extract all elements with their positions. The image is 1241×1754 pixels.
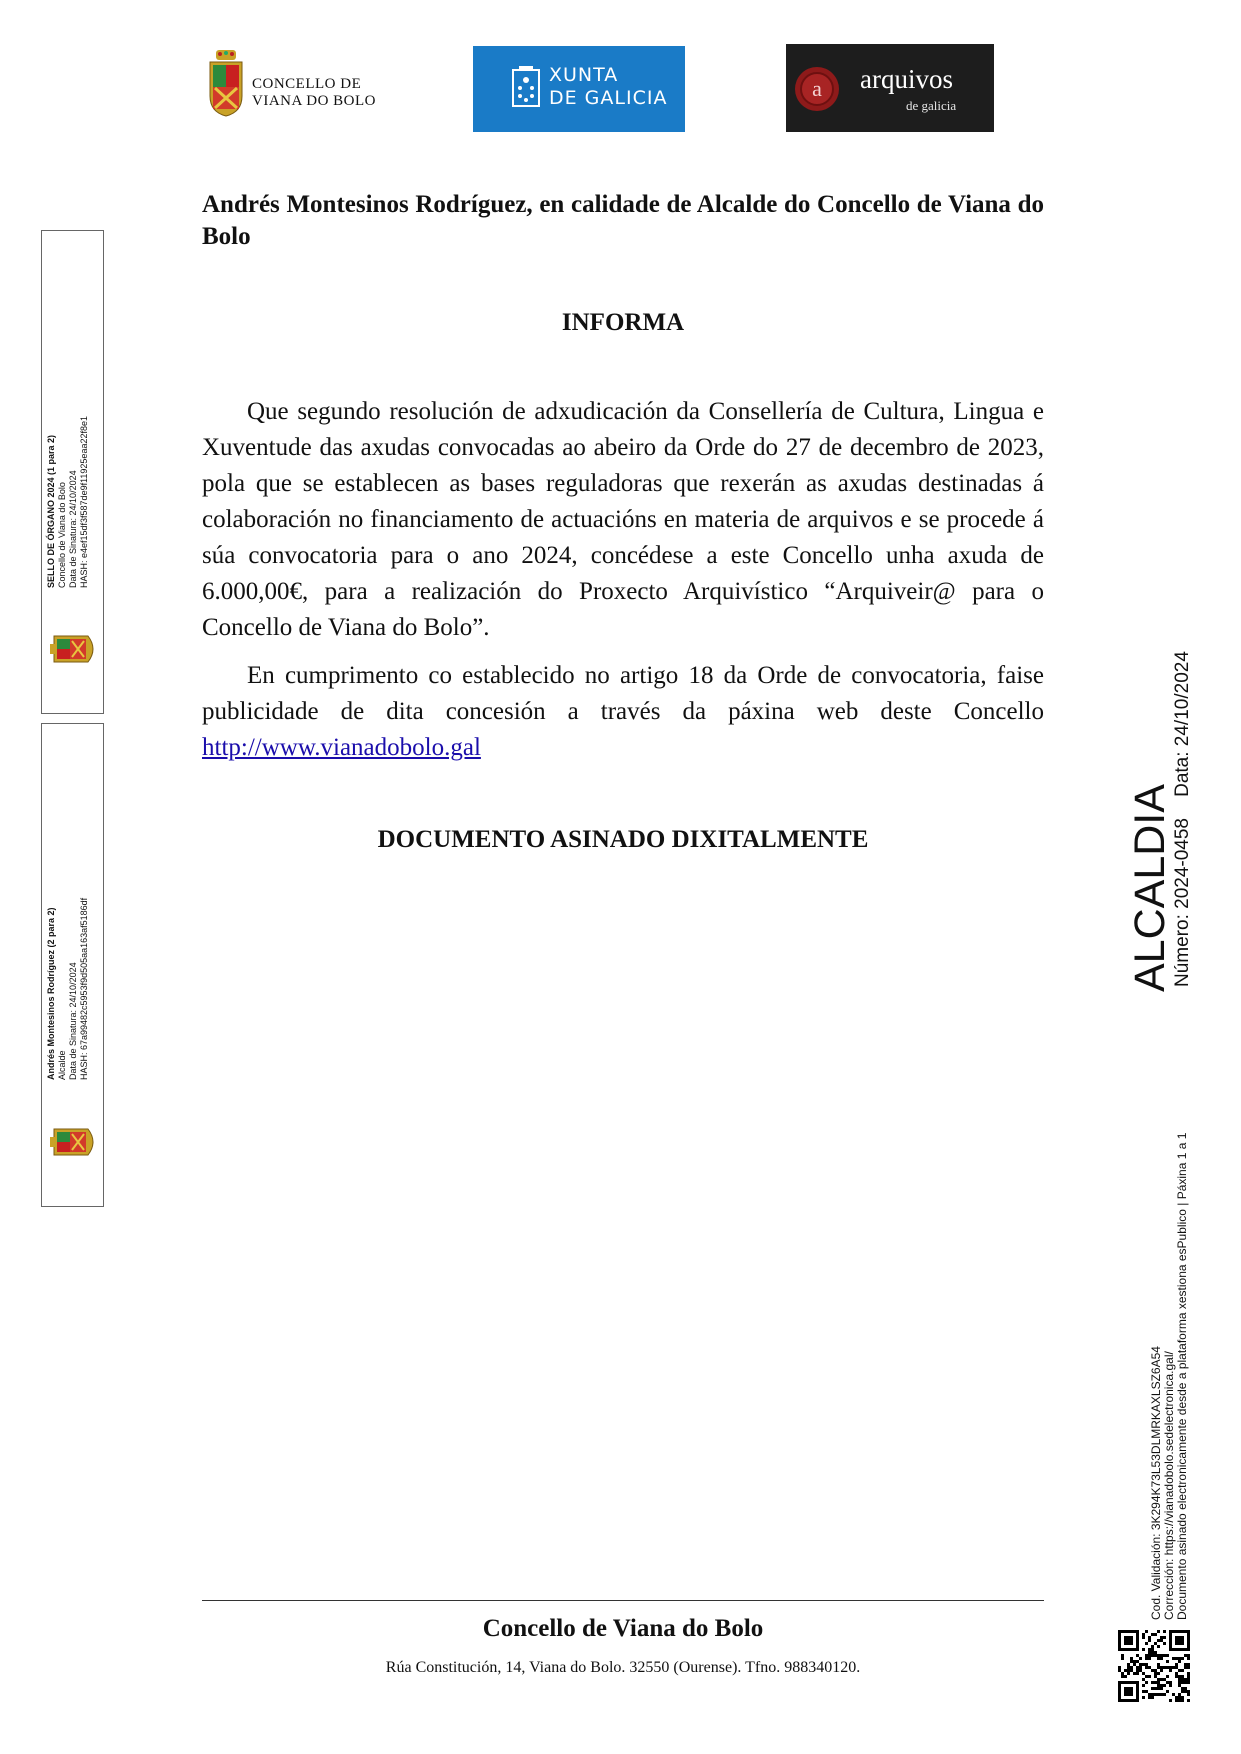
signed-notice: DOCUMENTO ASINADO DIXITALMENTE	[377, 826, 869, 853]
website-link[interactable]: http://www.vianadobolo.gal	[202, 734, 481, 761]
footer-divider	[202, 1600, 1044, 1601]
seal-letter: a	[812, 76, 822, 101]
xunta-logo	[473, 46, 685, 132]
arquivos-logo-name: arquivos	[860, 64, 953, 94]
xunta-line2: DE GALICIA	[549, 87, 668, 109]
signature-2-details	[46, 720, 90, 1080]
document-heading: Andrés Montesinos Rodríguez, en calidade de Alcalde do Concello de Viana do Bolo	[202, 191, 1044, 250]
signature-1-line4: HASH: e4ef15df3f587de9f11925eaa22f8e1	[79, 416, 89, 588]
document-number-date: Número: 2024-0458 Data: 24/10/2024	[1172, 651, 1193, 987]
signature-2-line2: Alcalde	[57, 1050, 67, 1080]
footer-name: Concello de Viana do Bolo	[482, 1615, 764, 1642]
signature-platform-note: Documento asinado electronicamente desde a plataforma xestiona esPublico | Páxina 1 a 1	[1175, 1132, 1189, 1620]
arquivos-logo-subtitle: de galicia	[906, 98, 957, 113]
footer-address: Rúa Constitución, 14, Viana do Bolo. 32550 (Ourense). Tfno. 988340120.	[385, 1659, 861, 1676]
verification-url: Corrección: https://vianadobolo.sedelectronica.gal/	[1162, 1351, 1176, 1620]
signature-1-line3: Data de Sinatura: 24/10/2024	[68, 470, 78, 588]
wax-seal-icon	[792, 64, 842, 114]
signature-2-line1: Andrés Montesinos Rodríguez (2 para 2)	[46, 907, 56, 1080]
arquivos-logo	[786, 44, 994, 132]
coat-of-arms-icon	[48, 632, 100, 666]
coat-of-arms-icon	[206, 48, 246, 118]
qr-code-icon	[1118, 1630, 1190, 1702]
department-label: ALCALDIA	[1126, 784, 1174, 992]
coat-of-arms-icon	[48, 1125, 100, 1159]
signature-2-line3: Data de Sinatura: 24/10/2024	[68, 962, 78, 1080]
paragraph-1: Que segundo resolución de adxudicación da Consellería de Cultura, Lingua e Xuventude das axudas convocadas ao abeiro da Orde do 27 de decembro de 2023, pola que se establecen as bases reguladoras que rexerán as axudas destinadas á colaboración no financiamento de actuacións en materia de arquivos e se procede á súa convocatoria para o ano 2024, concédese a este Concello unha axuda de 6.000,00€, para a realización do Proxecto Arquivístico “Arquiveir@ para o Concello de Viana do Bolo”.	[202, 398, 1044, 641]
signature-1-line1: SELLO DE ÓRGANO 2024 (1 para 2)	[46, 434, 56, 588]
paragraph-2	[202, 658, 1044, 766]
xunta-logo-name	[549, 64, 667, 110]
paragraph-2-text: En cumprimento co establecido no artigo 18 da Orde de convocatoria, faise publicidade de dita concesión a través da páxina web deste Concello	[202, 662, 1044, 725]
document-title: INFORMA	[561, 309, 685, 336]
concello-logo-name: CONCELLO DE VIANA DO BOLO	[252, 76, 376, 109]
xunta-line1: XUNTA	[549, 64, 619, 86]
concello-logo	[206, 48, 386, 118]
signature-1-details	[46, 228, 90, 588]
signature-2-line4: HASH: 67a99482c5953f9d505aa163af5186df	[79, 897, 89, 1080]
validation-info	[1150, 1133, 1189, 1620]
xunta-emblem-icon	[507, 64, 547, 112]
validation-code: Cod. Validación: 3K294K73L53DLMRKAXLSZ6A54	[1149, 1346, 1163, 1620]
signature-1-line2: Concello de Viana do Bolo	[57, 482, 67, 588]
